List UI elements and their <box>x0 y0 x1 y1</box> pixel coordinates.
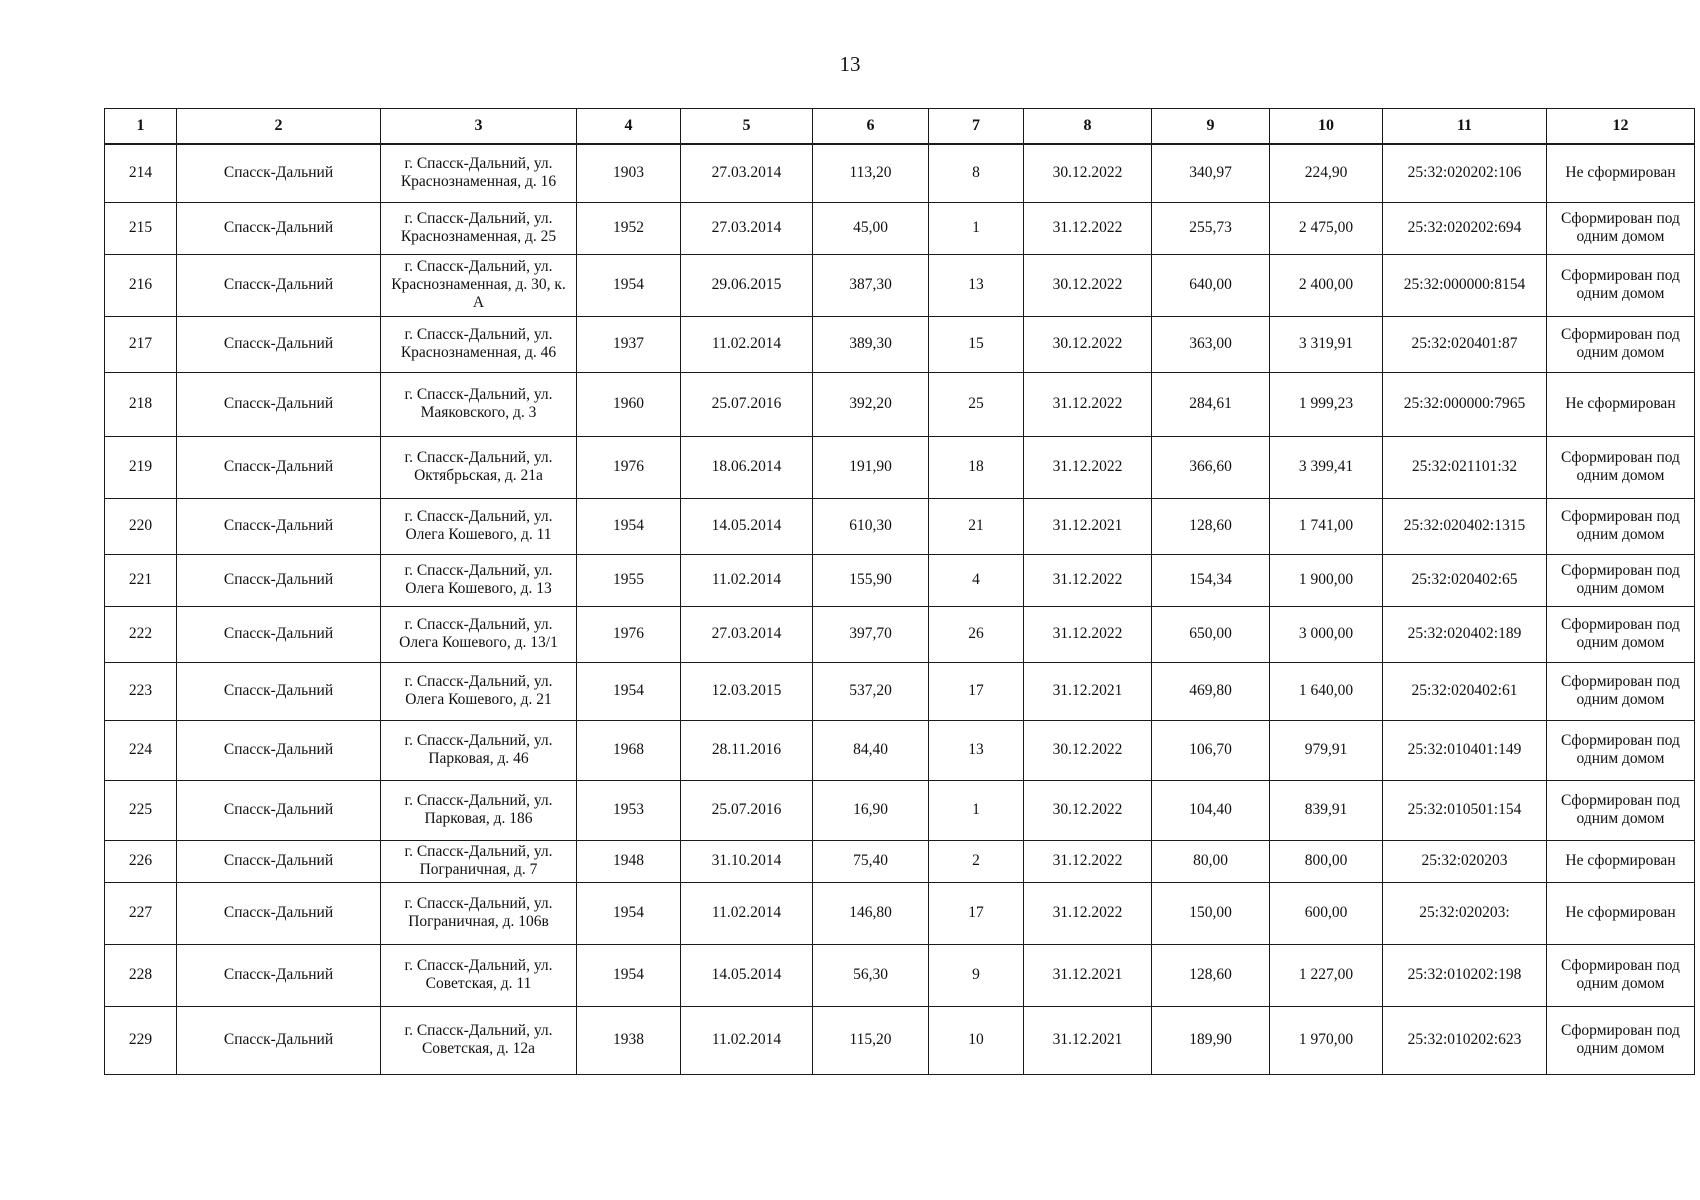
area-cell: 113,20 <box>813 144 929 202</box>
table-row <box>105 944 1695 1006</box>
value-cell: 224,90 <box>1270 144 1383 202</box>
deadline-date-cell: 30.12.2022 <box>1024 316 1152 372</box>
value-cell: 1 741,00 <box>1270 498 1383 554</box>
address-cell: г. Спасск-Дальний, ул. Краснознаменная, д. 16 <box>381 144 577 202</box>
row-number: 229 <box>105 1006 177 1074</box>
area-cell: 397,70 <box>813 606 929 662</box>
count-cell: 4 <box>929 554 1024 606</box>
table-row <box>105 498 1695 554</box>
area-cell: 115,20 <box>813 1006 929 1074</box>
area-cell: 191,90 <box>813 436 929 498</box>
municipality-cell: Спасск-Дальний <box>177 606 381 662</box>
row-number: 215 <box>105 202 177 254</box>
cadastral-number-cell: 25:32:020401:87 <box>1383 316 1547 372</box>
municipality-cell: Спасск-Дальний <box>177 554 381 606</box>
area-cell: 45,00 <box>813 202 929 254</box>
column-header-5: 5 <box>681 109 813 145</box>
year-built-cell: 1976 <box>577 436 681 498</box>
table-body <box>105 144 1695 1074</box>
table-row <box>105 780 1695 840</box>
land-status-cell: Сформирован под одним домом <box>1547 1006 1695 1074</box>
count-cell: 17 <box>929 882 1024 944</box>
value-cell: 1 227,00 <box>1270 944 1383 1006</box>
year-built-cell: 1953 <box>577 780 681 840</box>
count-cell: 1 <box>929 202 1024 254</box>
value-cell: 2 475,00 <box>1270 202 1383 254</box>
value-cell: 1 900,00 <box>1270 554 1383 606</box>
row-number: 221 <box>105 554 177 606</box>
value-cell: 469,80 <box>1152 662 1270 720</box>
date-cell: 18.06.2014 <box>681 436 813 498</box>
value-cell: 363,00 <box>1152 316 1270 372</box>
cadastral-number-cell: 25:32:010202:623 <box>1383 1006 1547 1074</box>
page-number: 13 <box>839 52 861 76</box>
land-status-cell: Не сформирован <box>1547 144 1695 202</box>
address-cell: г. Спасск-Дальний, ул. Олега Кошевого, д. 21 <box>381 662 577 720</box>
cadastral-number-cell: 25:32:020203 <box>1383 840 1547 882</box>
address-cell: г. Спасск-Дальний, ул. Краснознаменная, д. 30, к. А <box>381 254 577 316</box>
count-cell: 25 <box>929 372 1024 436</box>
address-cell: г. Спасск-Дальний, ул. Советская, д. 11 <box>381 944 577 1006</box>
count-cell: 13 <box>929 254 1024 316</box>
land-status-cell: Сформирован под одним домом <box>1547 316 1695 372</box>
date-cell: 27.03.2014 <box>681 606 813 662</box>
address-cell: г. Спасск-Дальний, ул. Парковая, д. 186 <box>381 780 577 840</box>
deadline-date-cell: 30.12.2022 <box>1024 780 1152 840</box>
cadastral-number-cell: 25:32:000000:7965 <box>1383 372 1547 436</box>
cadastral-number-cell: 25:32:010202:198 <box>1383 944 1547 1006</box>
row-number: 226 <box>105 840 177 882</box>
column-header-1: 1 <box>105 109 177 145</box>
area-cell: 610,30 <box>813 498 929 554</box>
cadastral-number-cell: 25:32:020402:61 <box>1383 662 1547 720</box>
table-row <box>105 554 1695 606</box>
cadastral-number-cell: 25:32:010401:149 <box>1383 720 1547 780</box>
value-cell: 2 400,00 <box>1270 254 1383 316</box>
address-cell: г. Спасск-Дальний, ул. Олега Кошевого, д. 11 <box>381 498 577 554</box>
column-header-8: 8 <box>1024 109 1152 145</box>
value-cell: 640,00 <box>1152 254 1270 316</box>
column-header-9: 9 <box>1152 109 1270 145</box>
year-built-cell: 1938 <box>577 1006 681 1074</box>
row-number: 216 <box>105 254 177 316</box>
area-cell: 84,40 <box>813 720 929 780</box>
value-cell: 106,70 <box>1152 720 1270 780</box>
area-cell: 56,30 <box>813 944 929 1006</box>
deadline-date-cell: 31.12.2022 <box>1024 436 1152 498</box>
date-cell: 14.05.2014 <box>681 498 813 554</box>
table-row <box>105 662 1695 720</box>
table-row <box>105 144 1695 202</box>
deadline-date-cell: 30.12.2022 <box>1024 254 1152 316</box>
value-cell: 128,60 <box>1152 498 1270 554</box>
table-header <box>105 109 1695 145</box>
row-number: 222 <box>105 606 177 662</box>
value-cell: 80,00 <box>1152 840 1270 882</box>
table-row <box>105 202 1695 254</box>
row-number: 225 <box>105 780 177 840</box>
deadline-date-cell: 31.12.2022 <box>1024 882 1152 944</box>
municipality-cell: Спасск-Дальний <box>177 372 381 436</box>
date-cell: 25.07.2016 <box>681 372 813 436</box>
count-cell: 1 <box>929 780 1024 840</box>
address-cell: г. Спасск-Дальний, ул. Парковая, д. 46 <box>381 720 577 780</box>
municipality-cell: Спасск-Дальний <box>177 316 381 372</box>
row-number: 223 <box>105 662 177 720</box>
deadline-date-cell: 31.12.2021 <box>1024 1006 1152 1074</box>
cadastral-number-cell: 25:32:020202:106 <box>1383 144 1547 202</box>
value-cell: 3 399,41 <box>1270 436 1383 498</box>
deadline-date-cell: 31.12.2022 <box>1024 606 1152 662</box>
date-cell: 11.02.2014 <box>681 316 813 372</box>
date-cell: 12.03.2015 <box>681 662 813 720</box>
year-built-cell: 1954 <box>577 498 681 554</box>
table-row <box>105 254 1695 316</box>
cadastral-number-cell: 25:32:010501:154 <box>1383 780 1547 840</box>
area-cell: 75,40 <box>813 840 929 882</box>
deadline-date-cell: 31.12.2022 <box>1024 202 1152 254</box>
date-cell: 31.10.2014 <box>681 840 813 882</box>
address-cell: г. Спасск-Дальний, ул. Маяковского, д. 3 <box>381 372 577 436</box>
land-status-cell: Сформирован под одним домом <box>1547 720 1695 780</box>
row-number: 219 <box>105 436 177 498</box>
column-header-10: 10 <box>1270 109 1383 145</box>
deadline-date-cell: 31.12.2022 <box>1024 372 1152 436</box>
cadastral-number-cell: 25:32:020203: <box>1383 882 1547 944</box>
row-number: 220 <box>105 498 177 554</box>
column-header-3: 3 <box>381 109 577 145</box>
municipality-cell: Спасск-Дальний <box>177 944 381 1006</box>
value-cell: 284,61 <box>1152 372 1270 436</box>
year-built-cell: 1954 <box>577 662 681 720</box>
date-cell: 11.02.2014 <box>681 554 813 606</box>
year-built-cell: 1960 <box>577 372 681 436</box>
address-cell: г. Спасск-Дальний, ул. Краснознаменная, д. 25 <box>381 202 577 254</box>
date-cell: 29.06.2015 <box>681 254 813 316</box>
area-cell: 389,30 <box>813 316 929 372</box>
area-cell: 387,30 <box>813 254 929 316</box>
value-cell: 600,00 <box>1270 882 1383 944</box>
land-status-cell: Сформирован под одним домом <box>1547 436 1695 498</box>
land-status-cell: Сформирован под одним домом <box>1547 944 1695 1006</box>
column-header-2: 2 <box>177 109 381 145</box>
value-cell: 650,00 <box>1152 606 1270 662</box>
municipality-cell: Спасск-Дальний <box>177 254 381 316</box>
housing-registry-table <box>104 108 1695 1075</box>
year-built-cell: 1968 <box>577 720 681 780</box>
deadline-date-cell: 31.12.2022 <box>1024 840 1152 882</box>
date-cell: 25.07.2016 <box>681 780 813 840</box>
value-cell: 1 640,00 <box>1270 662 1383 720</box>
value-cell: 104,40 <box>1152 780 1270 840</box>
count-cell: 26 <box>929 606 1024 662</box>
year-built-cell: 1948 <box>577 840 681 882</box>
value-cell: 366,60 <box>1152 436 1270 498</box>
address-cell: г. Спасск-Дальний, ул. Пограничная, д. 7 <box>381 840 577 882</box>
row-number: 218 <box>105 372 177 436</box>
municipality-cell: Спасск-Дальний <box>177 840 381 882</box>
cadastral-number-cell: 25:32:020402:189 <box>1383 606 1547 662</box>
land-status-cell: Сформирован под одним домом <box>1547 498 1695 554</box>
value-cell: 1 999,23 <box>1270 372 1383 436</box>
municipality-cell: Спасск-Дальний <box>177 202 381 254</box>
area-cell: 537,20 <box>813 662 929 720</box>
cadastral-number-cell: 25:32:021101:32 <box>1383 436 1547 498</box>
row-number: 217 <box>105 316 177 372</box>
address-cell: г. Спасск-Дальний, ул. Октябрьская, д. 21а <box>381 436 577 498</box>
date-cell: 11.02.2014 <box>681 1006 813 1074</box>
value-cell: 154,34 <box>1152 554 1270 606</box>
municipality-cell: Спасск-Дальний <box>177 436 381 498</box>
value-cell: 1 970,00 <box>1270 1006 1383 1074</box>
table-row <box>105 1006 1695 1074</box>
municipality-cell: Спасск-Дальний <box>177 1006 381 1074</box>
table-row <box>105 316 1695 372</box>
municipality-cell: Спасск-Дальний <box>177 144 381 202</box>
address-cell: г. Спасск-Дальний, ул. Олега Кошевого, д. 13 <box>381 554 577 606</box>
count-cell: 8 <box>929 144 1024 202</box>
value-cell: 340,97 <box>1152 144 1270 202</box>
value-cell: 255,73 <box>1152 202 1270 254</box>
date-cell: 27.03.2014 <box>681 144 813 202</box>
count-cell: 17 <box>929 662 1024 720</box>
table-row <box>105 606 1695 662</box>
area-cell: 155,90 <box>813 554 929 606</box>
column-header-6: 6 <box>813 109 929 145</box>
land-status-cell: Сформирован под одним домом <box>1547 554 1695 606</box>
deadline-date-cell: 30.12.2022 <box>1024 720 1152 780</box>
cadastral-number-cell: 25:32:020402:65 <box>1383 554 1547 606</box>
row-number: 214 <box>105 144 177 202</box>
column-header-7: 7 <box>929 109 1024 145</box>
value-cell: 150,00 <box>1152 882 1270 944</box>
municipality-cell: Спасск-Дальний <box>177 882 381 944</box>
count-cell: 9 <box>929 944 1024 1006</box>
value-cell: 3 319,91 <box>1270 316 1383 372</box>
land-status-cell: Сформирован под одним домом <box>1547 254 1695 316</box>
date-cell: 28.11.2016 <box>681 720 813 780</box>
cadastral-number-cell: 25:32:000000:8154 <box>1383 254 1547 316</box>
row-number: 228 <box>105 944 177 1006</box>
deadline-date-cell: 31.12.2021 <box>1024 662 1152 720</box>
area-cell: 392,20 <box>813 372 929 436</box>
count-cell: 13 <box>929 720 1024 780</box>
value-cell: 979,91 <box>1270 720 1383 780</box>
address-cell: г. Спасск-Дальний, ул. Пограничная, д. 106в <box>381 882 577 944</box>
address-cell: г. Спасск-Дальний, ул. Советская, д. 12а <box>381 1006 577 1074</box>
deadline-date-cell: 30.12.2022 <box>1024 144 1152 202</box>
cadastral-number-cell: 25:32:020402:1315 <box>1383 498 1547 554</box>
land-status-cell: Не сформирован <box>1547 372 1695 436</box>
count-cell: 2 <box>929 840 1024 882</box>
column-header-4: 4 <box>577 109 681 145</box>
date-cell: 14.05.2014 <box>681 944 813 1006</box>
table-row <box>105 436 1695 498</box>
cadastral-number-cell: 25:32:020202:694 <box>1383 202 1547 254</box>
count-cell: 18 <box>929 436 1024 498</box>
value-cell: 189,90 <box>1152 1006 1270 1074</box>
date-cell: 11.02.2014 <box>681 882 813 944</box>
count-cell: 15 <box>929 316 1024 372</box>
value-cell: 128,60 <box>1152 944 1270 1006</box>
land-status-cell: Не сформирован <box>1547 840 1695 882</box>
date-cell: 27.03.2014 <box>681 202 813 254</box>
year-built-cell: 1952 <box>577 202 681 254</box>
table-row <box>105 882 1695 944</box>
year-built-cell: 1976 <box>577 606 681 662</box>
land-status-cell: Сформирован под одним домом <box>1547 780 1695 840</box>
count-cell: 10 <box>929 1006 1024 1074</box>
area-cell: 16,90 <box>813 780 929 840</box>
year-built-cell: 1954 <box>577 944 681 1006</box>
area-cell: 146,80 <box>813 882 929 944</box>
table-row <box>105 720 1695 780</box>
year-built-cell: 1954 <box>577 882 681 944</box>
address-cell: г. Спасск-Дальний, ул. Краснознаменная, д. 46 <box>381 316 577 372</box>
municipality-cell: Спасск-Дальний <box>177 720 381 780</box>
value-cell: 3 000,00 <box>1270 606 1383 662</box>
municipality-cell: Спасск-Дальний <box>177 498 381 554</box>
land-status-cell: Сформирован под одним домом <box>1547 662 1695 720</box>
row-number: 227 <box>105 882 177 944</box>
year-built-cell: 1903 <box>577 144 681 202</box>
deadline-date-cell: 31.12.2022 <box>1024 554 1152 606</box>
municipality-cell: Спасск-Дальний <box>177 662 381 720</box>
year-built-cell: 1937 <box>577 316 681 372</box>
value-cell: 800,00 <box>1270 840 1383 882</box>
table-row <box>105 372 1695 436</box>
header-row <box>105 109 1695 145</box>
deadline-date-cell: 31.12.2021 <box>1024 498 1152 554</box>
land-status-cell: Сформирован под одним домом <box>1547 606 1695 662</box>
address-cell: г. Спасск-Дальний, ул. Олега Кошевого, д. 13/1 <box>381 606 577 662</box>
count-cell: 21 <box>929 498 1024 554</box>
value-cell: 839,91 <box>1270 780 1383 840</box>
municipality-cell: Спасск-Дальний <box>177 780 381 840</box>
year-built-cell: 1954 <box>577 254 681 316</box>
year-built-cell: 1955 <box>577 554 681 606</box>
deadline-date-cell: 31.12.2021 <box>1024 944 1152 1006</box>
table-row <box>105 840 1695 882</box>
row-number: 224 <box>105 720 177 780</box>
land-status-cell: Сформирован под одним домом <box>1547 202 1695 254</box>
land-status-cell: Не сформирован <box>1547 882 1695 944</box>
column-header-11: 11 <box>1383 109 1547 145</box>
column-header-12: 12 <box>1547 109 1695 145</box>
